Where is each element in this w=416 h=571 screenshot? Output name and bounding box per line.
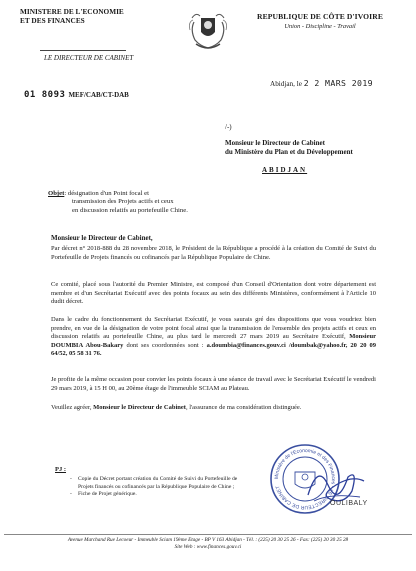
footer-divider	[4, 534, 412, 535]
subject-block	[48, 190, 228, 215]
closing-a: Veuillez agréer,	[51, 404, 92, 411]
recipient-block	[225, 139, 353, 157]
closing-formula	[51, 404, 376, 413]
date-place: Abidjan, le	[270, 80, 302, 88]
cabinet-director-label: LE DIRECTEUR DE CABINET	[44, 54, 134, 62]
paragraph-1: Par décret n° 2018-888 du 28 novembre 2018, le Président de la République a procédé à la création du Comité de Suivi du Portefeuille de Projets financés ou cofinancés par la République Populaire de Chine.	[51, 245, 376, 261]
footer-website[interactable]: Site Web : www.finances.gouv.ci	[174, 544, 242, 550]
subject-line-1: : désignation d'un Point focal et	[64, 190, 149, 197]
reference-code: MEF/CAB/CT-DAB	[68, 91, 129, 99]
subject-label: Objet	[48, 190, 65, 197]
footer-address: Avenue Marchand Rue Lecoeur - Immeuble Sciam 19ème Etage - BP V 163 Abidjan - Tél. : (225) 20 30 25 26 - Fax: (225) 20 30 25 28	[67, 537, 349, 543]
closing-b: Monsieur le Directeur de Cabinet	[93, 404, 186, 411]
enclosures-list	[70, 476, 240, 499]
republic-header	[240, 12, 400, 30]
paragraph-4: Je profite de la même occasion pour convier les points focaux à une séance de travail avec le Secrétariat Exécutif le vendredi 29 mars 2019, à 15 H 00, au 20ème étage de l'immeuble SCIAM au Plateau.	[51, 376, 376, 392]
paragraph-3-text: Dans le cadre du fonctionnement du Secrétariat Exécutif, je vous saurais gré des dispositions que vous voudriez bien prendre, en vue de la désignation de votre point focal ainsi que la transmission de l'ensemble des projets actifs et ceux en discussion relatifs au portefeuille Chine, au plus tard le mercredi 27 mars 2019 au Secrétaire Exécutif,	[51, 316, 376, 341]
stamp-text: Ministère de l'Economie et des Finances - LE DIRECTEUR DE CABINET	[273, 447, 337, 511]
contact-details[interactable]: a.doumbia@finances.gouv.ci /doumbak@yahoo.fr, 20 20 09 64/52, 05 58 31 76.	[51, 341, 377, 358]
salutation: Monsieur le Directeur de Cabinet,	[51, 234, 153, 242]
footer	[4, 537, 412, 551]
date-line	[270, 78, 373, 88]
reference-number: 01 8093	[24, 90, 66, 100]
coat-of-arms-icon	[186, 8, 230, 52]
recipient-marker: /-)	[225, 123, 232, 131]
date-stamp: 2 2 MARS 2019	[303, 78, 374, 88]
header-divider	[40, 50, 126, 51]
signatory-name: OULIBALY	[330, 500, 368, 507]
republic-name: REPUBLIQUE DE CÔTE D'IVOIRE	[257, 12, 383, 21]
republic-motto: Union - Discipline - Travail	[284, 23, 356, 30]
enclosure-item-2: - Fiche de Projet générique.	[70, 491, 137, 498]
executive-secretary-name: Monsieur DOUMBIA Abou-Bakary	[51, 333, 376, 349]
recipient-line-1: Monsieur le Directeur de Cabinet	[225, 139, 325, 147]
enclosure-item-1: - Copie du Décret portant création du Comité de Suivi du Portefeuille de Projets financés ou cofinancés par la République Populaire de Chine ;	[70, 476, 238, 490]
paragraph-2: Ce comité, placé sous l'autorité du Premier Ministre, est composé d'un Conseil d'Orientation dont votre département est membre et d'un Secrétariat Exécutif avec des points focaux au sein des différents Ministères, conformément à l'Article 10 dudit décret.	[51, 281, 376, 306]
enclosures-label: PJ :	[55, 466, 67, 473]
recipient-line-2: du Ministère du Plan et du Développement	[225, 147, 353, 156]
paragraph-3	[51, 316, 376, 359]
recipient-city: ABIDJAN	[262, 166, 308, 174]
subject-line-3: en discussion relatifs au portefeuille Chine.	[72, 206, 188, 214]
ministry-header	[20, 8, 150, 25]
subject-line-2: transmission des Projets actifs et ceux	[72, 198, 174, 206]
reference-line	[24, 90, 129, 100]
ministry-line-2: ET DES FINANCES	[20, 15, 85, 25]
ministry-line-1: MINISTERE DE L'ECONOMIE	[20, 7, 124, 16]
paragraph-3-mid: dont ses coordonnées sont :	[126, 341, 204, 349]
closing-c: , l'assurance de ma considération distinguée.	[185, 404, 302, 411]
